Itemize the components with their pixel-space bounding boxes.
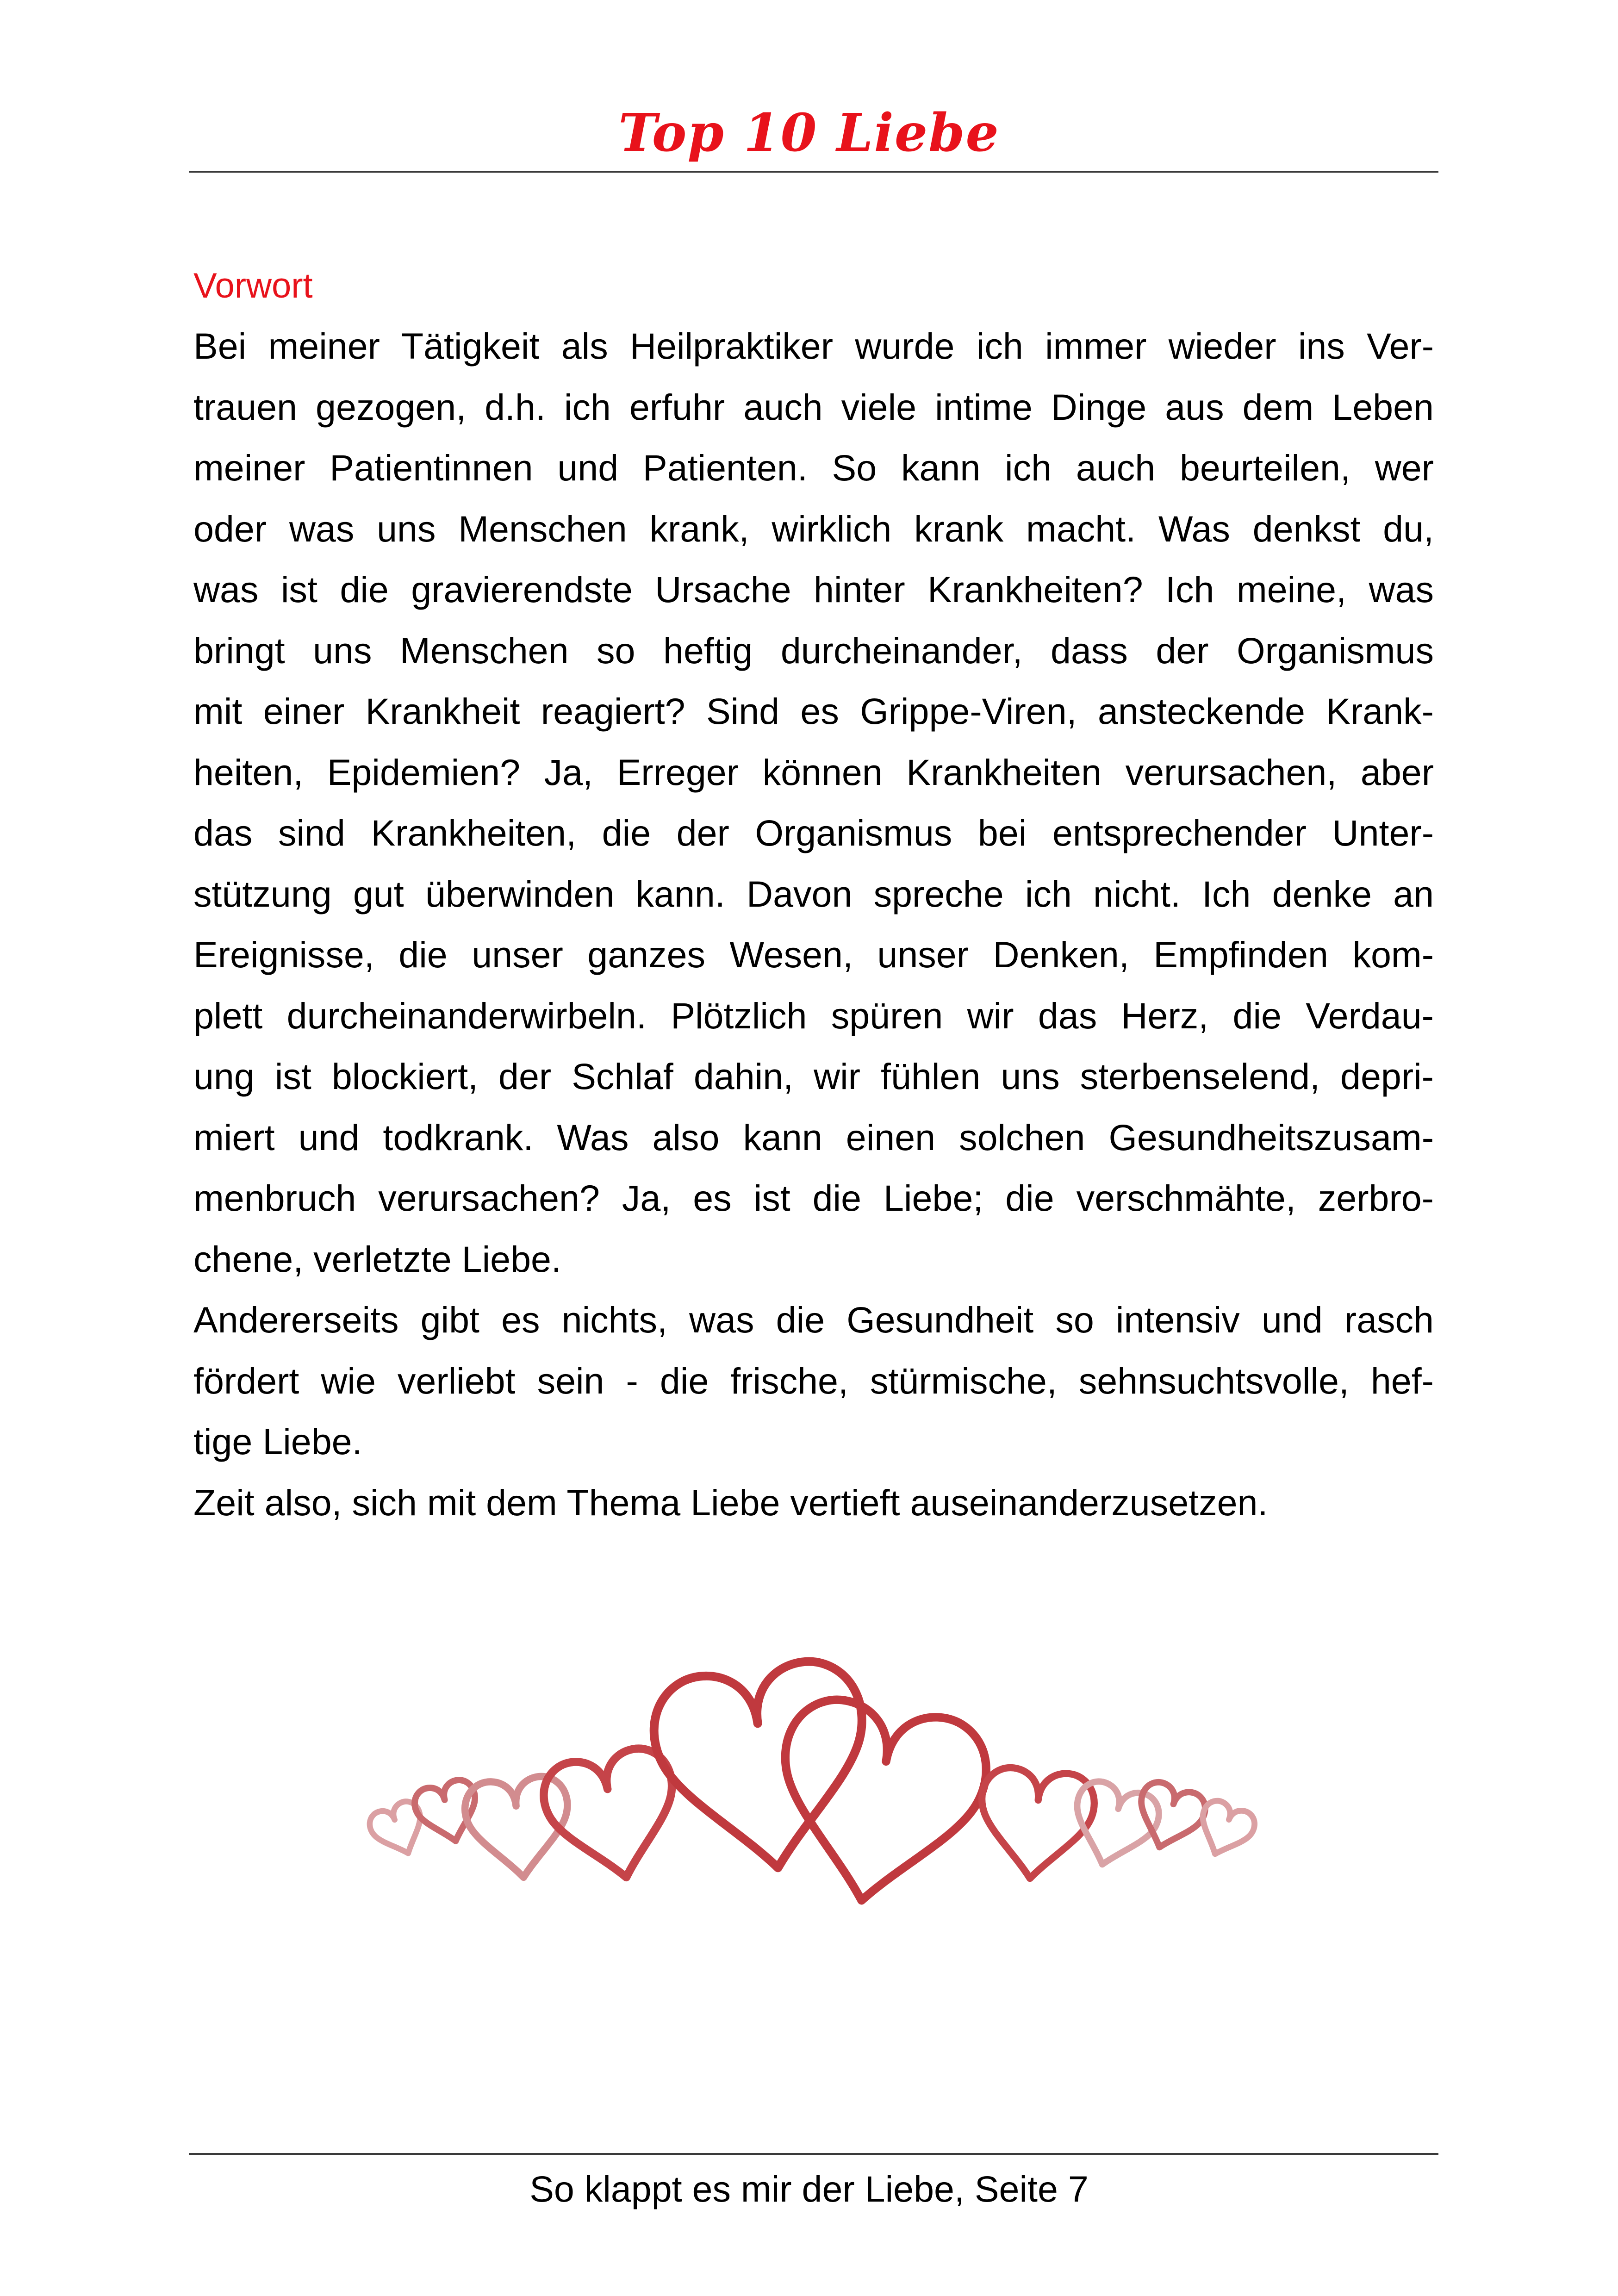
text-line: mit einer Krankheit reagiert? Sind es Grippe-Viren, ansteckende Krank-: [193, 691, 1434, 732]
heart-icon: [1190, 1797, 1258, 1864]
text-line: heiten, Epidemien? Ja, Erreger können Krankheiten verursachen, aber: [193, 751, 1434, 793]
text-line: chene, verletzte Liebe.: [193, 1238, 561, 1280]
text-line: bringt uns Menschen so heftig durcheinander, dass der Organismus: [193, 629, 1434, 671]
text-line: trauen gezogen, d.h. ich erfuhr auch viele intime Dinge aus dem Leben: [193, 386, 1434, 428]
text-line: stützung gut überwinden kann. Davon spreche ich nicht. Ich denke an: [193, 873, 1434, 915]
text-line: tige Liebe.: [193, 1421, 362, 1462]
section-heading: Vorwort: [193, 266, 313, 305]
text-line: Zeit also, sich mit dem Thema Liebe vertieft auseinanderzusetzen.: [193, 1481, 1268, 1523]
page-footer: So klappt es mir der Liebe, Seite 7: [529, 2168, 1089, 2209]
heart-icon: [762, 1692, 995, 1918]
text-line: miert und todkrank. Was also kann einen solchen Gesundheitszusam-: [193, 1116, 1434, 1158]
text-line: meiner Patientinnen und Patienten. So kann ich auch beurteilen, wer: [193, 447, 1434, 488]
text-line: menbruch verursachen? Ja, es ist die Liebe; die verschmähte, zerbro-: [193, 1177, 1434, 1219]
text-line: Bei meiner Tätigkeit als Heilpraktiker wurde ich immer wieder ins Ver-: [193, 325, 1434, 367]
footer-rule: [189, 2153, 1438, 2155]
text-line: plett durcheinanderwirbeln. Plötzlich spüren wir das Herz, die Verdau-: [193, 995, 1434, 1036]
text-line: oder was uns Menschen krank, wirklich krank macht. Was denkst du,: [193, 508, 1434, 549]
page-header-title: Top 10 Liebe: [618, 103, 1000, 163]
text-line: fördert wie verliebt sein - die frische, stürmische, sehnsuchtsvolle, hef-: [193, 1360, 1434, 1401]
heart-icon: [366, 1798, 432, 1863]
text-line: Ereignisse, die unser ganzes Wesen, unser Denken, Empfinden kom-: [193, 934, 1434, 975]
text-line: Andererseits gibt es nichts, was die Gesundheit so intensiv und rasch: [193, 1299, 1434, 1340]
text-line: was ist die gravierendste Ursache hinter Krankheiten? Ich meine, was: [193, 569, 1434, 610]
text-line: ung ist blockiert, der Schlaf dahin, wir fühlen uns sterbenselend, depri-: [193, 1056, 1434, 1097]
heart-icon: [647, 1655, 881, 1883]
text-line: das sind Krankheiten, die der Organismus bei entsprechender Unter-: [193, 812, 1434, 853]
